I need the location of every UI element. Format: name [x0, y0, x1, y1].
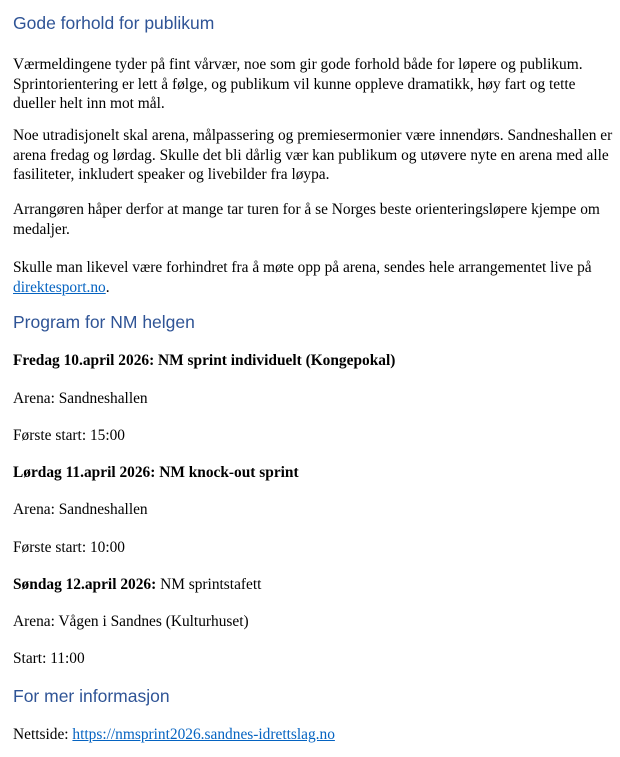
event-day-title: Lørdag 11.april 2026: NM knock-out sprint	[13, 464, 299, 481]
heading-program: Program for NM helgen	[13, 312, 195, 332]
paragraph-weather: Værmeldingene tyder på fint vårvær, noe som gir gode forhold både for løpere og publikum. Sprintorientering er lett å følge, og publikum vil kunne oppleve dramatikk, høy fart og tette dueller helt inn mot mål.	[13, 56, 583, 112]
website-link[interactable]: https://nmsprint2026.sandnes-idrettslag.no	[72, 726, 335, 743]
live-suffix: .	[105, 278, 110, 296]
live-text: Skulle man likevel være forhindret fra å møte opp på arena, sendes hele arrangementet live på	[13, 259, 592, 276]
direktesport-link[interactable]: direktesport.no	[13, 278, 106, 296]
event-day-rest: NM sprintstafett	[156, 576, 262, 593]
event-day-saturday	[13, 463, 299, 483]
event-start-saturday: Første start: 10:00	[13, 539, 126, 556]
event-day-sunday	[13, 575, 261, 595]
event-start-sunday: Start: 11:00	[13, 650, 85, 667]
paragraph-live	[13, 258, 613, 297]
event-arena-sunday: Arena: Vågen i Sandnes (Kulturhuset)	[13, 613, 249, 630]
heading-info: For mer informasjon	[13, 686, 170, 706]
event-start-friday: Første start: 15:00	[13, 427, 126, 444]
paragraph-arena: Noe utradisjonelt skal arena, målpassering og premiesermonier være innendørs. Sandneshallen er arena fredag og lørdag. Skulle det bli dårlig vær kan publikum og utøvere nyte en arena med alle fasiliteter, inkludert speaker og livebilder fra løypa.	[13, 127, 613, 183]
website-line	[13, 725, 335, 745]
event-day-title: Søndag 12.april 2026:	[13, 576, 157, 593]
event-day-friday	[13, 351, 395, 371]
event-day-title: Fredag 10.april 2026: NM sprint individuelt (Kongepokal)	[13, 352, 396, 369]
event-arena-saturday: Arena: Sandneshallen	[13, 501, 148, 518]
website-label: Nettside:	[13, 726, 73, 743]
event-arena-friday: Arena: Sandneshallen	[13, 390, 148, 407]
paragraph-hope: Arrangøren håper derfor at mange tar turen for å se Norges beste orienteringsløpere kjempe om medaljer.	[13, 201, 600, 238]
heading-publikum: Gode forhold for publikum	[13, 13, 215, 33]
